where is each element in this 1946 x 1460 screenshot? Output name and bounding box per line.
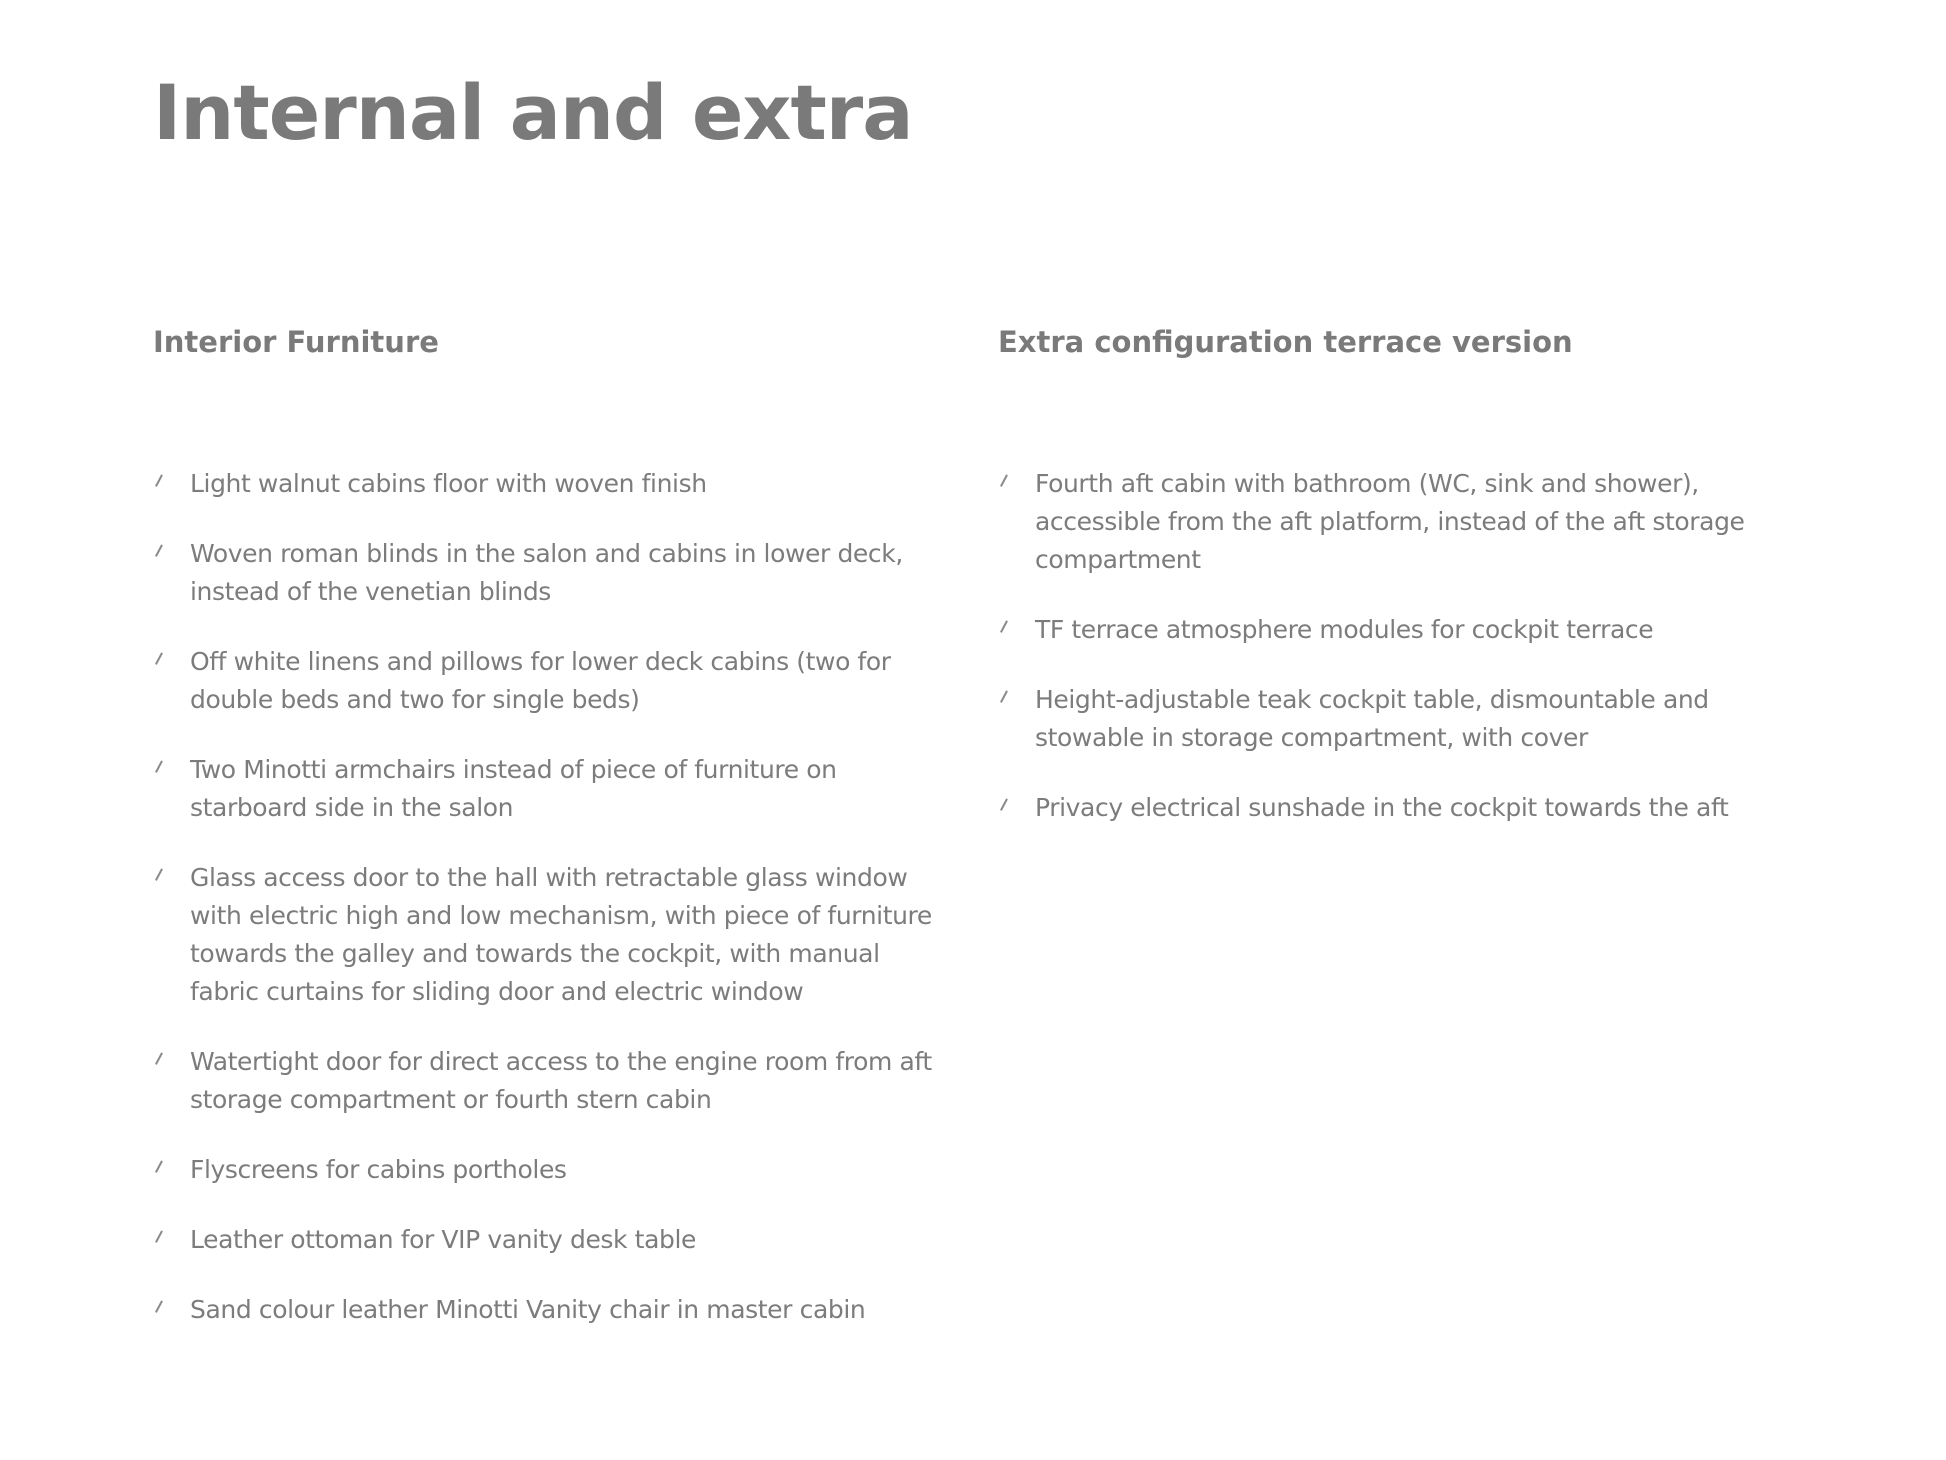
list-item — [998, 611, 1778, 649]
list-item — [153, 1221, 933, 1259]
list-item-text: Privacy electrical sunshade in the cockpit towards the aft — [1035, 793, 1729, 822]
list-item — [153, 465, 933, 503]
list-item-text: Watertight door for direct access to the engine room from aft storage compartment or fourth stern cabin — [190, 1047, 932, 1114]
interior-furniture-list — [153, 465, 933, 1361]
list-item-text: Flyscreens for cabins portholes — [190, 1155, 567, 1184]
list-item-text: Light walnut cabins floor with woven finish — [190, 469, 707, 498]
slash-bullet-icon — [998, 611, 1018, 649]
list-item — [153, 1151, 933, 1189]
list-item — [998, 681, 1778, 757]
list-item — [998, 789, 1778, 827]
list-item — [998, 465, 1778, 579]
slash-bullet-icon — [153, 1043, 173, 1081]
slash-bullet-icon — [153, 1291, 173, 1329]
list-item-text: Leather ottoman for VIP vanity desk table — [190, 1225, 696, 1254]
list-item-text: TF terrace atmosphere modules for cockpit terrace — [1035, 615, 1654, 644]
list-item-text: Fourth aft cabin with bathroom (WC, sink and shower), accessible from the aft platform, instead of the aft storage compartment — [1035, 469, 1745, 574]
page-title: Internal and extra — [153, 68, 913, 157]
section-heading-extra-configuration: Extra configuration terrace version — [998, 325, 1573, 359]
list-item-text: Glass access door to the hall with retractable glass window with electric high and low mechanism, with piece of furniture towards the galley and towards the cockpit, with manual fabric curtains for sliding door and electric window — [190, 863, 932, 1006]
slash-bullet-icon — [153, 751, 173, 789]
extra-configuration-list — [998, 465, 1778, 859]
list-item-text: Woven roman blinds in the salon and cabins in lower deck, instead of the venetian blinds — [190, 539, 903, 606]
list-item — [153, 859, 933, 1011]
slash-bullet-icon — [153, 643, 173, 681]
list-item-text: Off white linens and pillows for lower deck cabins (two for double beds and two for single beds) — [190, 647, 891, 714]
list-item-text: Two Minotti armchairs instead of piece of furniture on starboard side in the salon — [190, 755, 837, 822]
list-item — [153, 1291, 933, 1329]
list-item-text: Height-adjustable teak cockpit table, dismountable and stowable in storage compartment, with cover — [1035, 685, 1709, 752]
slash-bullet-icon — [153, 1221, 173, 1259]
slash-bullet-icon — [998, 789, 1018, 827]
slash-bullet-icon — [153, 1151, 173, 1189]
slash-bullet-icon — [998, 681, 1018, 719]
list-item — [153, 535, 933, 611]
list-item-text: Sand colour leather Minotti Vanity chair in master cabin — [190, 1295, 866, 1324]
slash-bullet-icon — [153, 465, 173, 503]
slash-bullet-icon — [998, 465, 1018, 503]
interior-furniture-section — [153, 320, 943, 1324]
section-heading-interior-furniture: Interior Furniture — [153, 325, 439, 359]
slash-bullet-icon — [153, 535, 173, 573]
list-item — [153, 1043, 933, 1119]
list-item — [153, 643, 933, 719]
extra-configuration-section — [998, 320, 1788, 822]
slash-bullet-icon — [153, 859, 173, 897]
list-item — [153, 751, 933, 827]
